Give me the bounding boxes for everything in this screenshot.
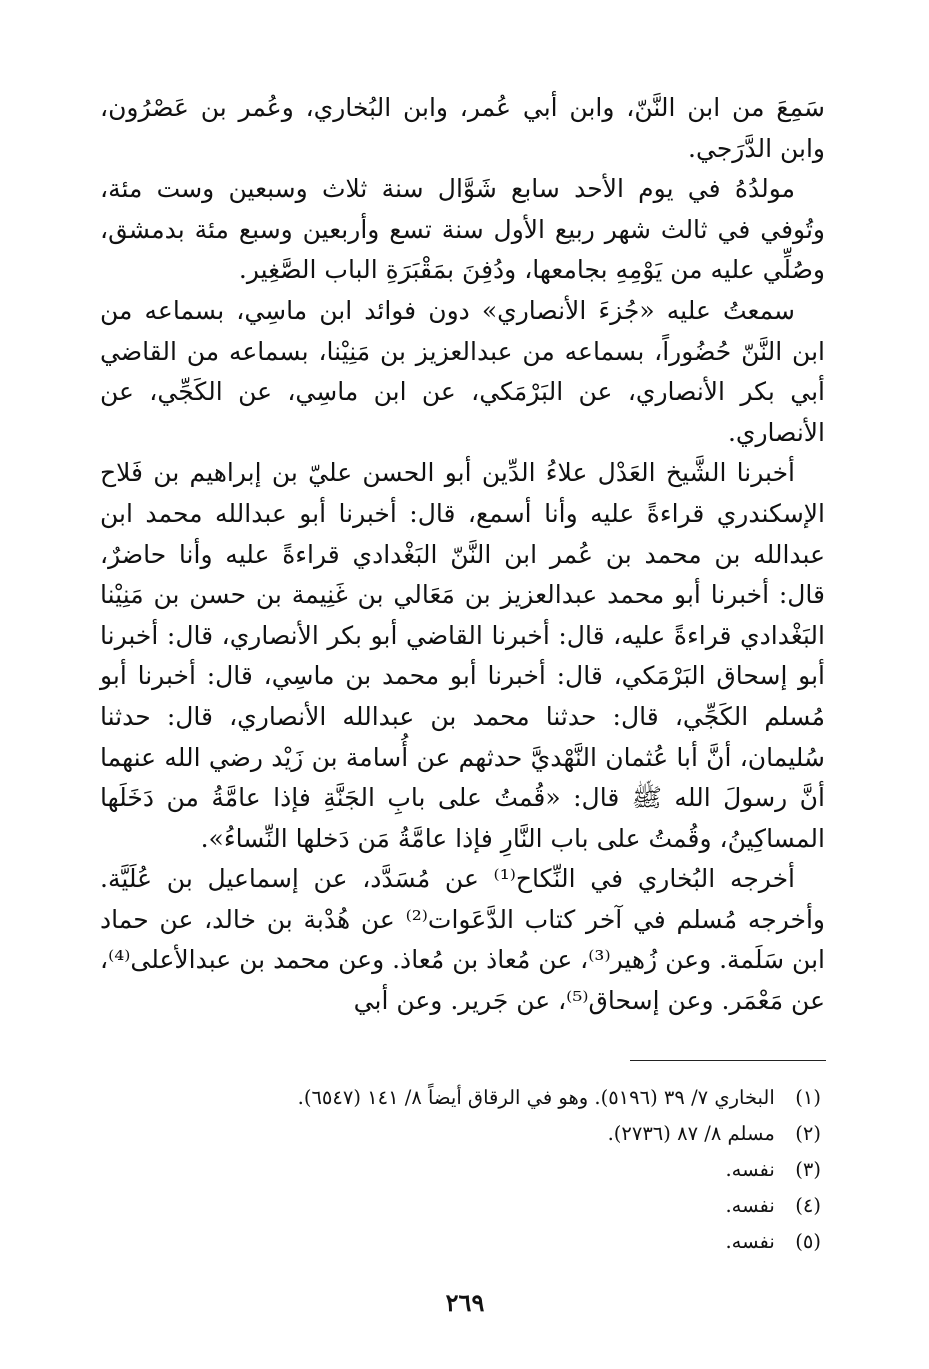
footnote — [100, 1080, 825, 1116]
paragraph-teachers: سَمِعَ من ابن النَّنّ، وابن أبي عُمر، وابن البُخاري، وعُمر بن عَصْرُون، وابن الدَّرَجي. — [100, 93, 825, 163]
footnote — [100, 1188, 825, 1224]
footnote — [100, 1224, 825, 1260]
footnote — [100, 1116, 825, 1152]
footnote-text: البخاري ٧/ ٣٩ (٥١٩٦). وهو في الرقاق أيضاً ٨/ ١٤١ (٦٥٤٧). — [297, 1086, 775, 1109]
footnote-separator — [630, 1060, 826, 1061]
footnote-text: نفسه. — [725, 1194, 775, 1217]
footnote-number: (٥) — [795, 1230, 821, 1253]
page-number: ٢٦٩ — [445, 1288, 485, 1317]
footnote-number: (٤) — [795, 1194, 821, 1217]
footnote-number: (٢) — [795, 1122, 821, 1145]
paragraph-birth-death: مولدُهُ في يوم الأحد سابع شَوَّال سنة ثلاث وسبعين وست مئة، وتُوفي في ثالث شهر ربيع الأول سنة تسع وأربعين وسبع مئة بدمشق، وصُلِّي عليه من يَوْمِهِ بجامعها، ودُفِنَ بمَقْبَرَةِ الباب الصَّغِير. — [100, 174, 825, 285]
footnote-text: نفسه. — [725, 1230, 775, 1253]
footnote — [100, 1152, 825, 1188]
footnotes — [100, 1080, 825, 1260]
footnote-number: (٣) — [795, 1158, 821, 1181]
footnote-number: (١) — [795, 1086, 821, 1109]
footnote-text: نفسه. — [725, 1158, 775, 1181]
paragraph-audition: سمعتُ عليه «جُزءَ الأنصاري» دون فوائد ابن ماسِي، بسماعه من ابن النَّنّ حُضُوراً، بسماعه من عبدالعزيز بن مَنِيْنا، بسماعه من القاضي أبي بكر الأنصاري، عن البَرْمَكي، عن ابن ماسِي، عن الكَجِّي، عن الأنصاري. — [100, 295, 825, 447]
footnote-text: مسلم ٨/ ٨٧ (٢٧٣٦). — [607, 1122, 775, 1145]
main-text — [100, 88, 825, 1022]
paragraph-isnad-hadith: أخبرنا الشَّيخ العَدْل علاءُ الدِّين أبو الحسن عليّ بن إبراهيم بن فَلاح الإسكندري قراءةً عليه وأنا أسمع، قال: أخبرنا أبو عبدالله محمد ابن عبدالله بن محمد بن عُمر ابن النَّنّ البَغْدادي قراءةً عليه وأنا حاضرٌ، قال: أخبرنا أبو محمد عبدالعزيز بن مَعَالي بن غَنِيمة بن حسن بن مَنِيْنا البَغْدادي قراءةً عليه، قال: أخبرنا القاضي أبو بكر الأنصاري، قال: أخبرنا أبو إسحاق البَرْمَكي، قال: أخبرنا أبو محمد بن ماسِي، قال: أخبرنا أبو مُسلم الكَجِّي، قال: حدثنا محمد بن عبدالله الأنصاري، قال: حدثنا سُليمان، أنَّ أبا عُثمان النَّهْديَّ حدثهم عن أُسامة بن زَيْد رضي الله عنهما أنَّ رسولَ الله ﷺ قال: «قُمتُ على بابِ الجَنَّةِ فإذا عامَّةُ من دَخَلَها المساكِينُ، وقُمتُ على باب النَّارِ فإذا عامَّةُ مَن دَخلها النِّساءُ». — [100, 458, 825, 853]
paragraph-takhrij: أخرجه البُخاري في النِّكاح⁽¹⁾ عن مُسَدَّد، عن إسماعيل بن عُلَيَّة. وأخرجه مُسلم في آخر كتاب الدَّعَوات⁽²⁾ عن هُدْبة بن خالد، عن حماد ابن سَلَمة. وعن زُهير⁽³⁾، عن مُعاذ بن مُعاذ. وعن محمد بن عبدالأعلى⁽⁴⁾، عن مَعْمَر. وعن إسحاق⁽⁵⁾، عن جَرير. وعن أبي — [100, 864, 825, 1016]
